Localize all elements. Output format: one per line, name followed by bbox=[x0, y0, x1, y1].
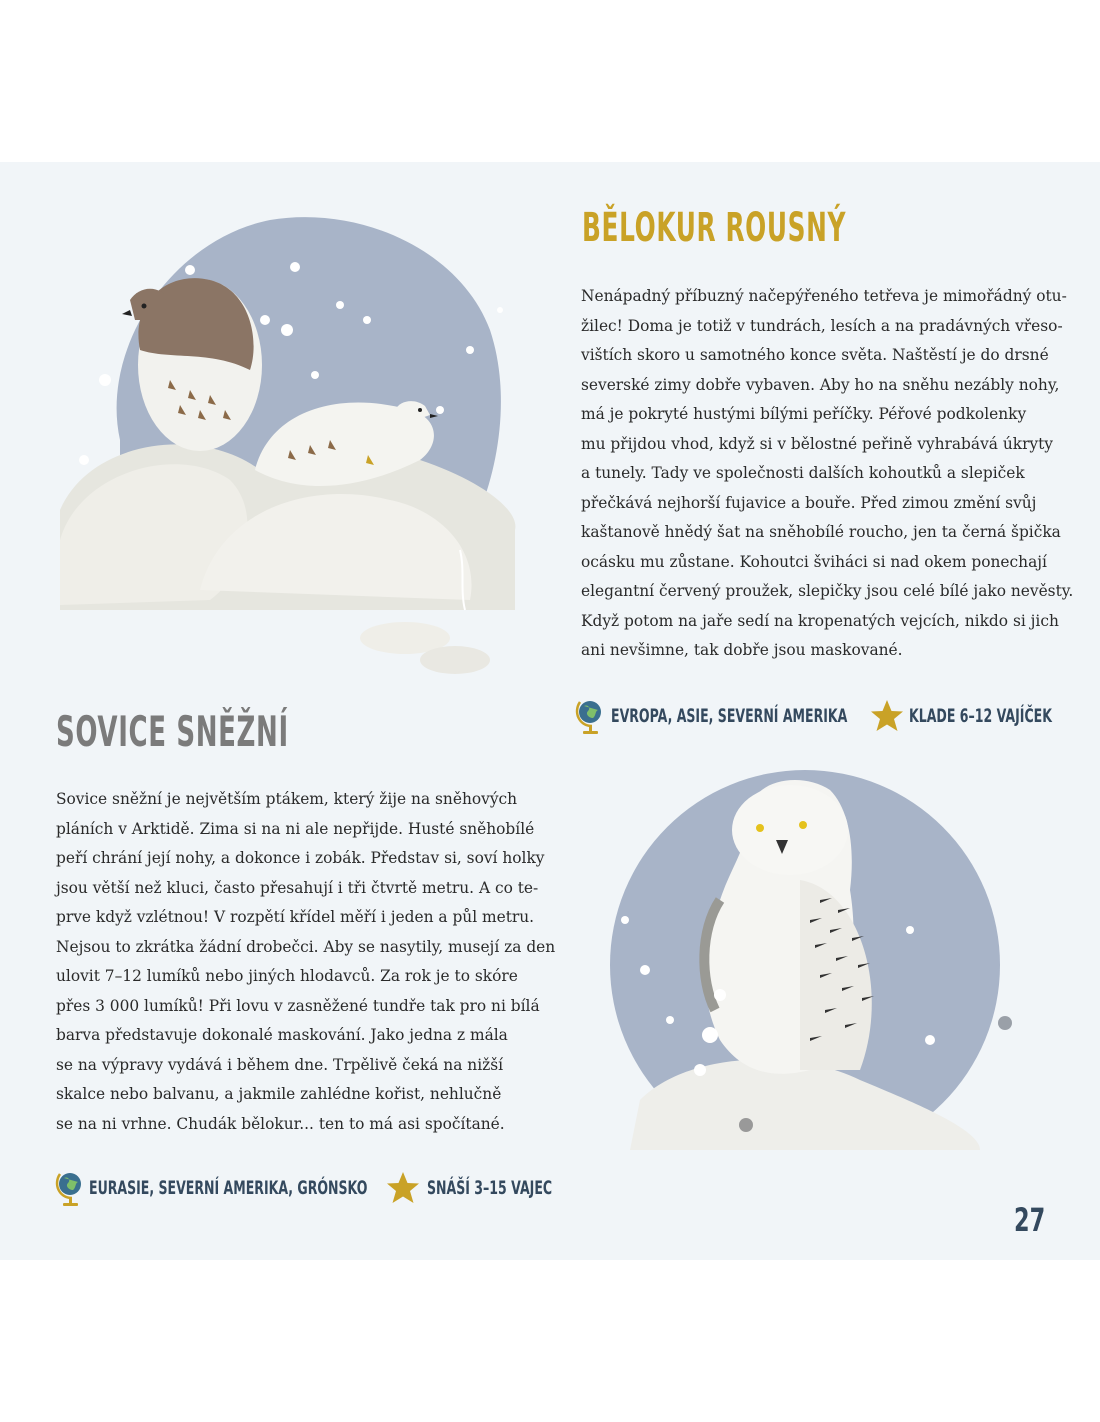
owl-eggs-label: SNÁŠÍ 3–15 VAJEC bbox=[427, 1177, 553, 1199]
ptarmigan-range-label: EVROPA, ASIE, SEVERNÍ AMERIKA bbox=[611, 705, 848, 727]
text-line: se na výpravy vydává i během dne. Trpělivě čeká na nižší bbox=[56, 1055, 504, 1074]
text-line: vištích skoro u samotného konce světa. Naštěstí je do drsné bbox=[581, 346, 1049, 364]
ptarmigan-illustration bbox=[60, 210, 520, 680]
owl-description bbox=[56, 785, 555, 1139]
text-line: má je pokryté hustými bílými peříčky. Péřové podkolenky bbox=[581, 405, 1027, 423]
text-line: barva představuje dokonalé maskování. Jako jedna z mála bbox=[56, 1026, 508, 1044]
text-line: ulovit 7–12 lumíků nebo jiných hlodavců. Za rok je to skóre bbox=[56, 967, 518, 985]
owl-title: SOVICE SNĚŽNÍ bbox=[56, 707, 289, 756]
page-number: 27 bbox=[1014, 1201, 1046, 1239]
text-line: Nejsou to zkrátka žádní drobečci. Aby se nasytily, musejí za den bbox=[56, 937, 556, 956]
ptarmigan-eggs-label: KLADE 6–12 VAJÍČEK bbox=[909, 705, 1052, 727]
text-line: jsou větší než kluci, často přesahují i tři čtvrtě metru. A co te- bbox=[56, 878, 539, 897]
text-line: Nenápadný příbuzný načepýřeného tetřeva je mimořádný otu- bbox=[581, 287, 1067, 305]
text-line: a tunely. Tady ve společnosti dalších kohoutků a slepiček bbox=[581, 464, 1025, 482]
text-line: Sovice sněžní je největším ptákem, který žije na sněhových bbox=[56, 790, 518, 808]
text-line: severské zimy dobře vybaven. Aby ho na sněhu nezábly nohy, bbox=[581, 375, 1060, 394]
text-line: pláních v Arktidě. Zima si na ni ale nepřijde. Husté sněhobílé bbox=[56, 819, 535, 838]
owl-range-label: EURASIE, SEVERNÍ AMERIKA, GRÓNSKO bbox=[89, 1177, 368, 1199]
text-line: se na ni vrhne. Chudák bělokur... ten to má asi spočítané. bbox=[56, 1114, 505, 1133]
text-line: Když potom na jaře sedí na kropenatých vejcích, nikdo si jich bbox=[581, 611, 1059, 630]
text-line: peří chrání její nohy, a dokonce i zobák. Představ si, soví holky bbox=[56, 849, 545, 867]
text-line: skalce nebo balvanu, a jakmile zahlédne kořist, nehlučně bbox=[56, 1085, 502, 1103]
text-line: žilec! Doma je totiž v tundrách, lesích a na pradávných vřeso- bbox=[581, 316, 1063, 335]
star-icon bbox=[869, 699, 905, 733]
text-line: kaštanově hnědý šat na sněhobílé roucho, jen ta černá špička bbox=[581, 523, 1061, 541]
ptarmigan-info-row bbox=[575, 696, 1069, 736]
text-line: ani nevšimne, tak dobře jsou maskované. bbox=[581, 641, 903, 659]
globe-icon bbox=[55, 1168, 85, 1208]
text-line: elegantní červený proužek, slepičky jsou celé bílé jako nevěsty. bbox=[581, 582, 1074, 600]
text-line: přečkává nejhorší fujavice a bouře. Před zimou změní svůj bbox=[581, 493, 1037, 512]
owl-info-row bbox=[55, 1168, 567, 1208]
text-line: přes 3 000 lumíků! Při lovu v zasněžené tundře tak pro ni bílá bbox=[56, 996, 540, 1015]
globe-icon bbox=[575, 696, 605, 736]
text-line: ocásku mu zůstane. Kohoutci šviháci si nad okem ponechají bbox=[581, 552, 1047, 571]
ptarmigan-title: BĚLOKUR ROUSNÝ bbox=[582, 205, 847, 251]
star-icon bbox=[385, 1171, 421, 1205]
text-line: prve když vzlétnou! V rozpětí křídel měří i jeden a půl metru. bbox=[56, 908, 535, 926]
ptarmigan-description bbox=[581, 282, 1073, 666]
text-line: mu přijdou vhod, když si v bělostné peřině vyhrabává úkryty bbox=[581, 434, 1053, 453]
snowy-owl-illustration bbox=[600, 770, 1030, 1150]
